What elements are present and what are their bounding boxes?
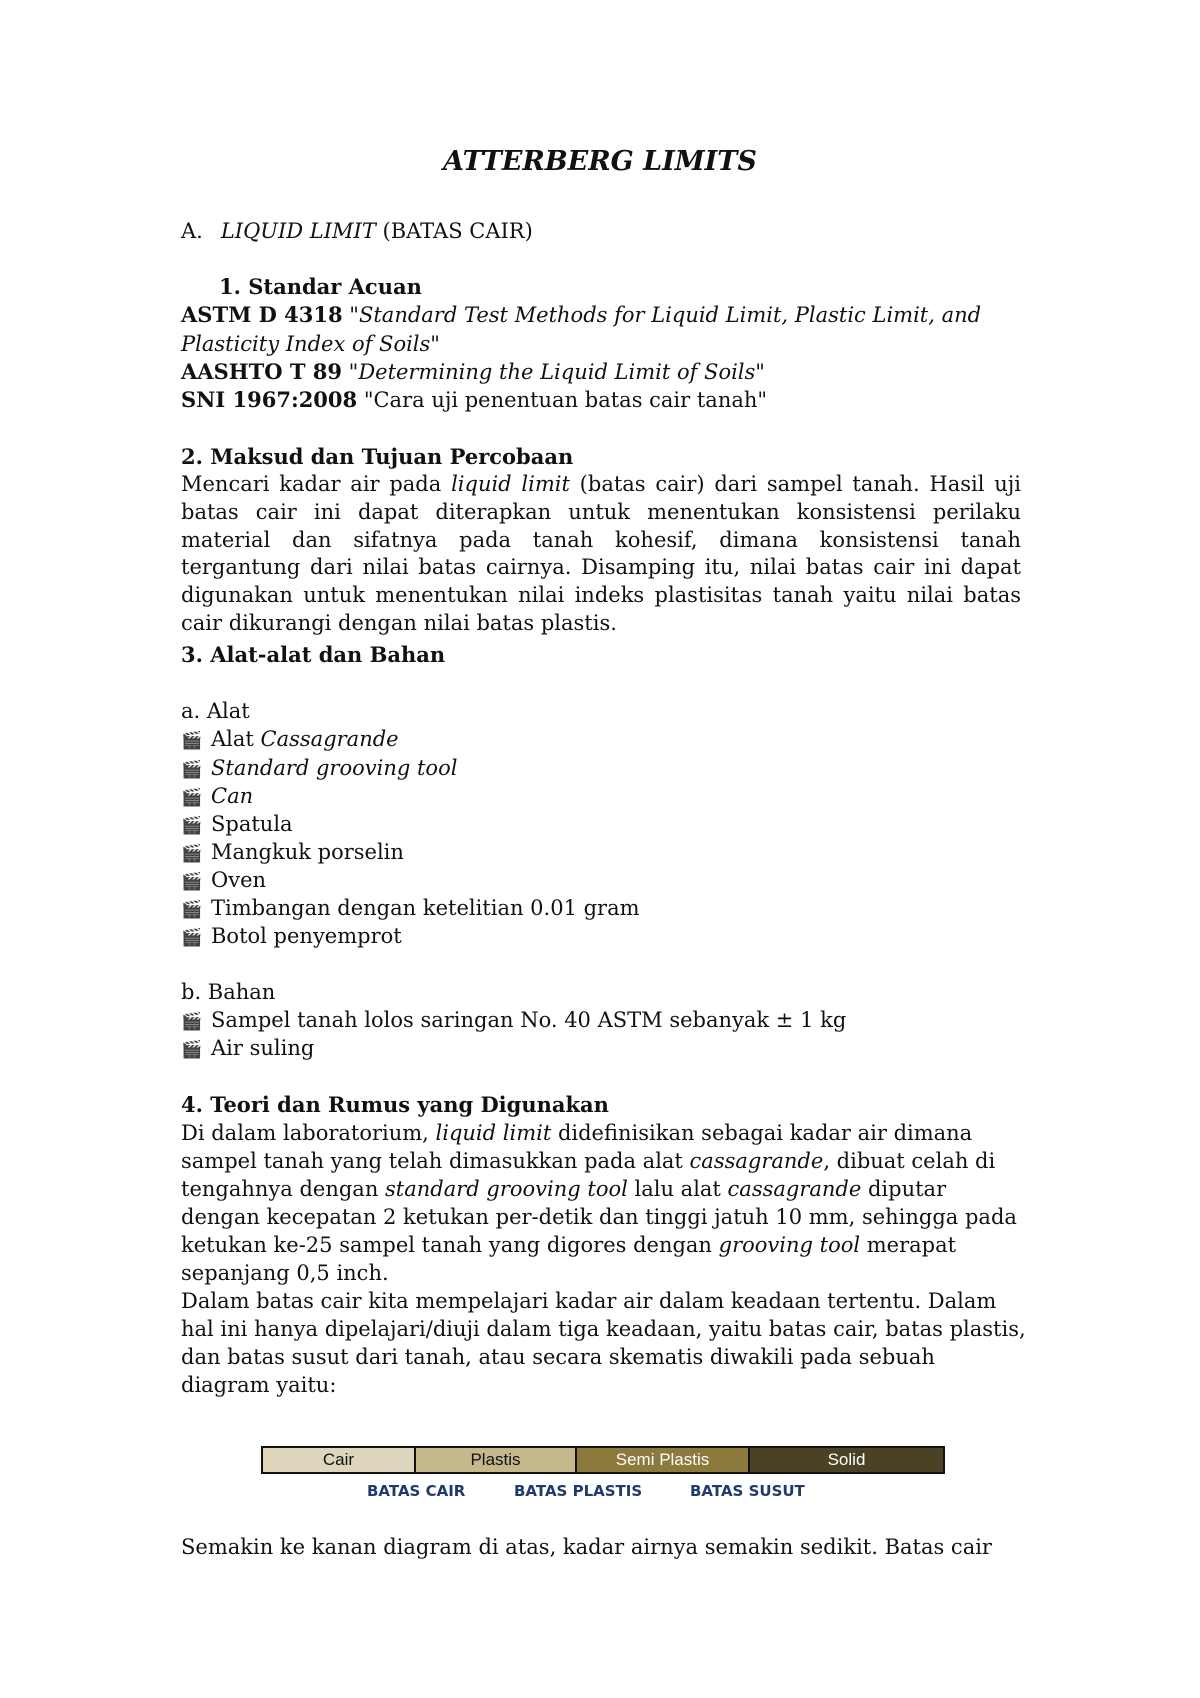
teori-line: sepanjang 0,5 inch.	[181, 1261, 389, 1285]
list-item: 🎬 Timbangan dengan ketelitian 0.01 gram	[181, 894, 640, 924]
clapperboard-icon: 🎬	[181, 1012, 203, 1032]
list-item: 🎬 Botol penyemprot	[181, 922, 402, 952]
list-item: 🎬 Standard grooving tool	[181, 754, 457, 784]
sni-code: SNI 1967:2008	[181, 387, 358, 412]
astm-quote-close: "	[430, 332, 440, 356]
astm-reference	[181, 301, 981, 329]
astm-title-line2: Plasticity Index of Soils	[181, 332, 431, 356]
clapperboard-icon: 🎬	[181, 844, 203, 864]
clapperboard-icon: 🎬	[181, 731, 203, 751]
teori-rumus-heading: 4. Teori dan Rumus yang Digunakan	[181, 1092, 609, 1117]
section-rest: (BATAS CAIR)	[375, 219, 533, 243]
teori-line: dan batas susut dari tanah, atau secara skematis diwakili pada sebuah	[181, 1345, 935, 1369]
diagram-segment-cair: Cair	[263, 1448, 414, 1472]
aashto-title: Determining the Liquid Limit of Soils	[358, 360, 756, 384]
para-text-b: (batas cair) dari sampel tanah. Hasil uji batas cair ini dapat diterapkan untuk menentukan konsistensi perilaku material dan sifatnya pada tanah kohesif, dimana konsistensi tanah tergantung dari nilai batas cairnya. Disamping itu, nilai batas cair ini dapat digunakan untuk menentukan nilai indeks plastisitas tanah yaitu nilai batas cair dikurangi dengan nilai batas plastis.	[181, 472, 1021, 635]
boundary-label-batas-plastis: BATAS PLASTIS	[514, 1482, 643, 1500]
section-a-heading	[181, 217, 533, 245]
boundary-label-batas-cair: BATAS CAIR	[367, 1482, 466, 1500]
sni-reference	[181, 386, 767, 414]
sni-title: "Cara uji penentuan batas cair tanah"	[357, 388, 768, 412]
aashto-quote-open: "	[342, 360, 359, 384]
aashto-quote-close: "	[755, 360, 765, 384]
para-term: liquid limit	[451, 472, 570, 496]
clapperboard-icon: 🎬	[181, 760, 203, 780]
teori-line: sampel tanah yang telah dimasukkan pada alat cassagrande, dibuat celah di	[181, 1149, 996, 1173]
astm-title-line1: Standard Test Methods for Liquid Limit, Plastic Limit, and	[358, 303, 982, 327]
maksud-tujuan-paragraph	[181, 471, 1021, 638]
list-item: 🎬 Air suling	[181, 1034, 314, 1064]
teori-line: dengan kecepatan 2 ketukan per-detik dan tinggi jatuh 10 mm, sehingga pada	[181, 1205, 1017, 1229]
bahan-label: b. Bahan	[181, 980, 276, 1004]
alat-label: a. Alat	[181, 699, 250, 723]
diagram-segment-plastis: Plastis	[414, 1448, 575, 1472]
teori-line: diagram yaitu:	[181, 1373, 337, 1397]
para-text-a: Mencari kadar air pada	[181, 472, 452, 496]
list-item: 🎬 Can	[181, 782, 253, 812]
teori-line: ketukan ke-25 sampel tanah yang digores dengan grooving tool merapat	[181, 1233, 957, 1257]
list-item: 🎬 Sampel tanah lolos saringan No. 40 ASTM sebanyak ± 1 kg	[181, 1006, 846, 1036]
aashto-reference	[181, 358, 765, 386]
list-item: 🎬 Spatula	[181, 810, 293, 840]
section-term: LIQUID LIMIT	[220, 219, 376, 243]
clapperboard-icon: 🎬	[181, 900, 203, 920]
clapperboard-icon: 🎬	[181, 816, 203, 836]
clapperboard-icon: 🎬	[181, 872, 203, 892]
teori-line: Dalam batas cair kita mempelajari kadar air dalam keadaan tertentu. Dalam	[181, 1289, 997, 1313]
closing-line: Semakin ke kanan diagram di atas, kadar airnya semakin sedikit. Batas cair	[181, 1535, 992, 1559]
list-item: 🎬 Oven	[181, 866, 266, 896]
section-letter: A.	[181, 219, 203, 243]
clapperboard-icon: 🎬	[181, 1040, 203, 1060]
diagram-segment-solid: Solid	[748, 1448, 943, 1472]
maksud-tujuan-heading: 2. Maksud dan Tujuan Percobaan	[181, 444, 574, 469]
list-item: 🎬 Alat Cassagrande	[181, 725, 399, 755]
page-title: ATTERBERG LIMITS	[443, 146, 757, 177]
teori-line: hal ini hanya dipelajari/diuji dalam tiga keadaan, yaitu batas cair, batas plastis,	[181, 1317, 1026, 1341]
boundary-label-batas-susut: BATAS SUSUT	[690, 1482, 805, 1500]
clapperboard-icon: 🎬	[181, 788, 203, 808]
teori-line: Di dalam laboratorium, liquid limit didefinisikan sebagai kadar air dimana	[181, 1121, 973, 1145]
teori-line: tengahnya dengan standard grooving tool lalu alat cassagrande diputar	[181, 1177, 947, 1201]
consistency-diagram	[261, 1446, 945, 1474]
clapperboard-icon: 🎬	[181, 928, 203, 948]
astm-quote-open: "	[342, 303, 359, 327]
alat-bahan-heading: 3. Alat-alat dan Bahan	[181, 642, 446, 667]
aashto-code: AASHTO T 89	[181, 359, 342, 384]
standar-acuan-heading: 1. Standar Acuan	[219, 274, 422, 299]
astm-reference-cont	[181, 330, 440, 358]
list-item: 🎬 Mangkuk porselin	[181, 838, 404, 868]
astm-code: ASTM D 4318	[181, 302, 343, 327]
diagram-segment-semi-plastis: Semi Plastis	[575, 1448, 748, 1472]
